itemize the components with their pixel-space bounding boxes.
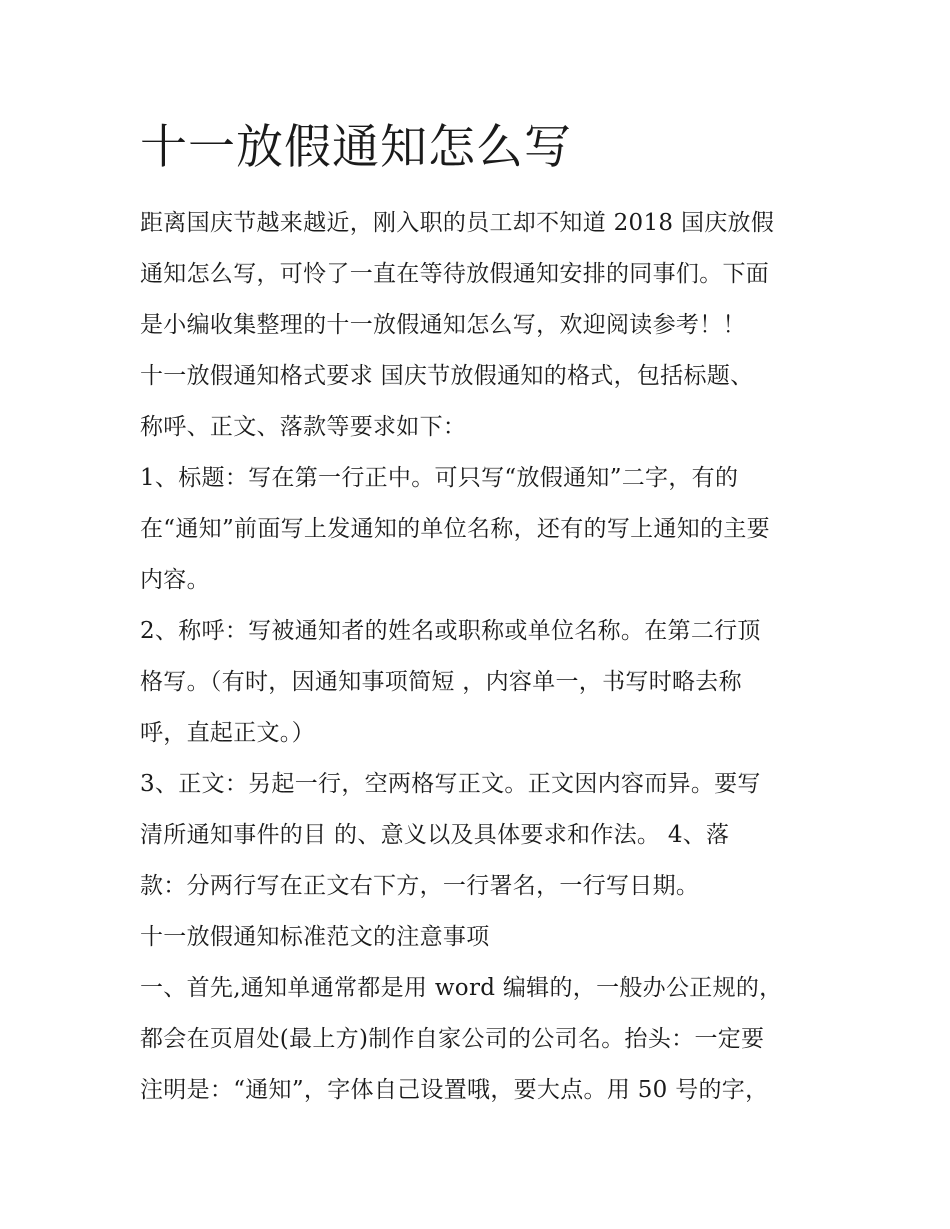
text-line: 内容。: [140, 567, 210, 593]
text-line: 距离国庆节越来越近，刚入职的员工却不知道 2018 国庆放假: [140, 210, 775, 236]
text-line: 都会在页眉处(最上方)制作自家公司的公司名。抬头：一定要: [140, 1026, 765, 1052]
text-line: 是小编收集整理的十一放假通知怎么写，欢迎阅读参考！！: [140, 312, 746, 338]
text-line: 呼，直起正文。）: [140, 720, 315, 746]
text-line: 十一放假通知标准范文的注意事项: [140, 924, 490, 950]
text-line: 称呼、正文、落款等要求如下：: [140, 414, 467, 440]
text-line: 款：分两行写在正文右下方，一行署名，一行写日期。: [140, 873, 700, 899]
text-line: 十一放假通知格式要求 国庆节放假通知的格式，包括标题、: [140, 363, 754, 389]
text-line: 清所通知事件的目 的、意义以及具体要求和作法。 4、落: [140, 822, 730, 848]
document-title: 十一放假通知怎么写: [140, 120, 572, 175]
text-line: 在“通知”前面写上发通知的单位名称，还有的写上通知的主要: [140, 516, 770, 542]
document-body: [140, 198, 820, 1116]
text-line: 格写。（有时，因通知事项简短 ，内容单一，书写时略去称: [140, 669, 742, 695]
text-line: 3、正文：另起一行，空两格写正文。正文因内容而异。要写: [140, 771, 761, 797]
text-line: 通知怎么写，可怜了一直在等待放假通知安排的同事们。下面: [140, 261, 770, 287]
text-line: 2、称呼：写被通知者的姓名或职称或单位名称。在第二行顶: [140, 618, 761, 644]
text-line: 一、首先,通知单通常都是用 word 编辑的，一般办公正规的，: [140, 975, 783, 1001]
text-line: 1、标题：写在第一行正中。可只写“放假通知”二字，有的: [140, 465, 739, 491]
text-line: 注明是：“通知”，字体自己设置哦，要大点。用 50 号的字，: [140, 1077, 769, 1103]
document-page: [140, 116, 820, 1116]
